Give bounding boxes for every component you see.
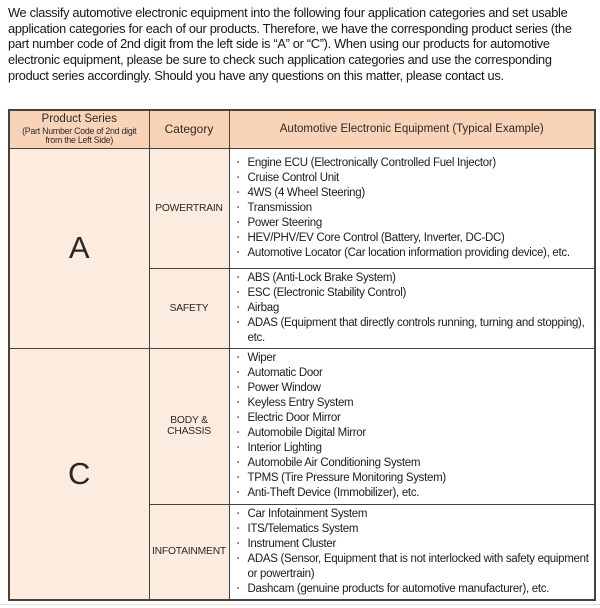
equipment-item: · Anti-Theft Device (Immobilizer), etc. xyxy=(235,486,592,501)
header-product-series-title: Product Series xyxy=(41,113,117,125)
header-product-series xyxy=(9,110,149,148)
equipment-item: · Automotive Locator (Car location information providing device), etc. xyxy=(235,246,592,261)
intro-paragraph: We classify automotive electronic equipment into the following four application categories and set usable application categories for each of our products. Therefore, we have the corresponding product series (the part number code of 2nd digit from the left side is “A” or “C”). When using our products for automotive electronic equipment, please be sure to check such application categories and use the corresponding product series accordingly. Should you have any questions on this matter, please contact us. xyxy=(8,5,572,83)
equipment-item: · Automobile Digital Mirror xyxy=(235,426,592,441)
category-infotainment: INFOTAINMENT xyxy=(149,504,229,600)
equipment-item: · Power Steering xyxy=(235,216,592,231)
table-row xyxy=(9,348,595,504)
equipment-item: · Airbag xyxy=(235,301,592,316)
equipment-item: · Electric Door Mirror xyxy=(235,411,592,426)
equipment-item: · Interior Lighting xyxy=(235,441,592,456)
equipment-item: · Keyless Entry System xyxy=(235,396,592,411)
equipment-item: · ESC (Electronic Stability Control) xyxy=(235,286,592,301)
equipment-item: · Automobile Air Conditioning System xyxy=(235,456,592,471)
classification-table xyxy=(8,109,596,601)
category-safety: SAFETY xyxy=(149,268,229,348)
equipment-item: · Dashcam (genuine products for automotive manufacturer), etc. xyxy=(235,582,592,597)
equipment-item: · Automatic Door xyxy=(235,366,592,381)
equipment-cell-safety xyxy=(229,268,595,348)
equipment-list-powertrain xyxy=(235,156,592,261)
equipment-item: · ADAS (Equipment that directly controls running, turning and stopping), etc. xyxy=(235,316,592,346)
equipment-item: · ITS/Telematics System xyxy=(235,522,592,537)
equipment-item: · Cruise Control Unit xyxy=(235,171,592,186)
series-code-c: C xyxy=(9,348,149,600)
equipment-item: · ADAS (Sensor, Equipment that is not interlocked with safety equipment or powertrain) xyxy=(235,552,592,582)
equipment-item: · 4WS (4 Wheel Steering) xyxy=(235,186,592,201)
header-category: Category xyxy=(149,110,229,148)
table-row xyxy=(9,148,595,268)
equipment-item: · HEV/PHV/EV Core Control (Battery, Inverter, DC-DC) xyxy=(235,231,592,246)
category-powertrain: POWERTRAIN xyxy=(149,148,229,268)
equipment-cell-infotainment xyxy=(229,504,595,600)
series-code-a: A xyxy=(9,148,149,348)
header-equipment: Automotive Electronic Equipment (Typical Example) xyxy=(229,110,595,148)
page-bottom-rule xyxy=(0,604,600,605)
equipment-item: · Power Window xyxy=(235,381,592,396)
equipment-item: · Transmission xyxy=(235,201,592,216)
equipment-item: · Car Infotainment System xyxy=(235,507,592,522)
category-body-chassis: BODY & CHASSIS xyxy=(149,348,229,504)
equipment-cell-powertrain xyxy=(229,148,595,268)
equipment-cell-body-chassis xyxy=(229,348,595,504)
equipment-item: · TPMS (Tire Pressure Monitoring System) xyxy=(235,471,592,486)
equipment-item: · Instrument Cluster xyxy=(235,537,592,552)
equipment-list-infotainment xyxy=(235,507,592,597)
header-product-series-subtitle: (Part Number Code of 2nd digit from the Left Side) xyxy=(22,125,137,146)
header-row xyxy=(9,110,595,148)
equipment-item: · Wiper xyxy=(235,351,592,366)
equipment-list-body-chassis xyxy=(235,351,592,501)
equipment-item: · ABS (Anti-Lock Brake System) xyxy=(235,271,592,286)
equipment-list-safety xyxy=(235,271,592,346)
equipment-item: · Engine ECU (Electronically Controlled Fuel Injector) xyxy=(235,156,592,171)
